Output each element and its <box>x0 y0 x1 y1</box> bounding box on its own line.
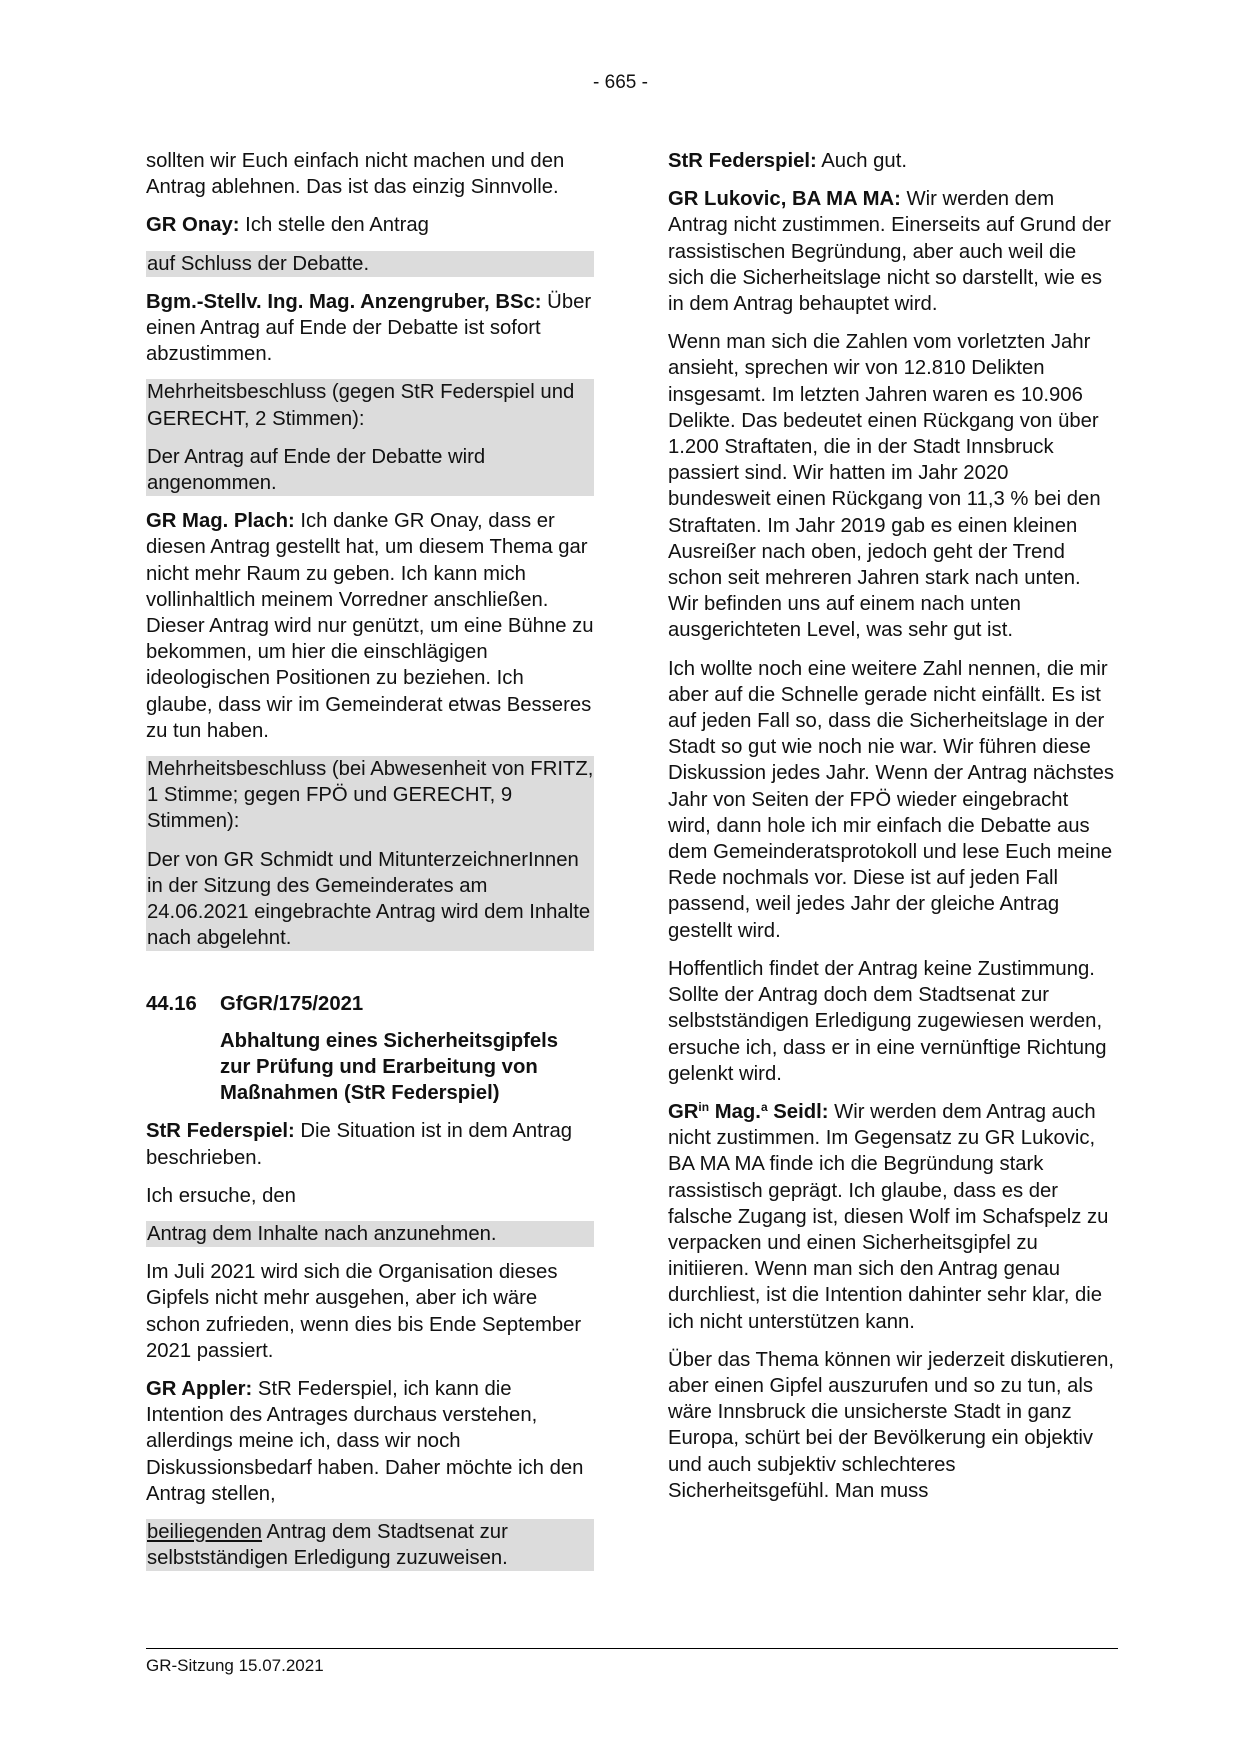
speaker-name: GR Onay: <box>146 214 240 237</box>
speech-paragraph: GR Onay: Ich stelle den Antrag <box>146 214 429 237</box>
motion-box: auf Schluss der Debatte. <box>146 251 594 277</box>
paragraph: Im Juli 2021 wird sich die Organisation dieses Gipfels nicht mehr ausgehen, aber ich wäre schon zufrieden, wenn dies bis Ende September 2021 passiert. <box>146 1261 582 1362</box>
speaker-name: GR Lukovic, BA MA MA: <box>668 188 901 211</box>
paragraph: sollten wir Euch einfach nicht machen und den Antrag ablehnen. Das ist das einzig Sinnvolle. <box>146 150 565 199</box>
paragraph: Ich wollte noch eine weitere Zahl nennen, die mir aber auf die Schnelle gerade nicht einfällt. Es ist auf jeden Fall so, dass die Sicherheitslage in der Stadt so gut wie noch nie war. Wir führen diese Diskussion jedes Jahr. Wenn der Antrag nächstes Jahr von Seiten der FPÖ wieder eingebracht wird, dann hole ich mir einfach die Debatte aus dem Gemeinderatsprotokoll und lese Euch meine Rede nochmals vor. Diese ist auf jeden Fall passend, weil jedes Jahr der gleiche Antrag gestellt wird. <box>668 657 1115 942</box>
speech-paragraph: GR Mag. Plach: Ich danke GR Onay, dass er diesen Antrag gestellt hat, um diesem Thema gar nicht mehr Raum zu geben. Ich kann mich vollinhaltlich meinem Vorredner anschließen. Dieser Antrag wird nur genützt, um eine Bühne zu bekommen, um hier die einschlägigen ideologischen Positionen zu beziehen. Ich glaube, dass wir im Gemeinderat etwas Besseres zu tun haben. <box>146 510 594 742</box>
footer-text: GR-Sitzung 15.07.2021 <box>146 1656 324 1675</box>
speech-paragraph: $GR^{in}$ Mag.$^a$ Seidl: Wir werden dem Antrag auch nicht zustimmen. Im Gegensatz zu GR Lukovic, BA MA MA finde ich die Begründung stark rassistisch geprägt. Ich glaube, dass es der falsche Zugang ist, diesen Wolf im Schafspelz zu verpacken und einen Sicherheitsgipfel zu initiieren. Wenn man sich den Antrag genau durchliest, ist die Intention dahinter sehr klar, die ich nicht unterstützen kann. <box>668 1099 1109 1333</box>
agenda-item-title: Abhaltung eines Sicherheitsgipfels zur Prüfung und Erarbeitung von Maßnahmen (StR Federspiel) <box>220 1029 559 1105</box>
speaker-name: GR Appler: <box>146 1377 253 1400</box>
page-number: - 665 - <box>593 72 648 93</box>
paragraph: Hoffentlich findet der Antrag keine Zustimmung. Sollte der Antrag doch dem Stadtsenat zur selbstständigen Erledigung zugewiesen werden, ersuche ich, dass er in eine vernünftige Richtung gelenkt wird. <box>668 957 1107 1085</box>
motion-box: Antrag dem Inhalte nach anzunehmen. <box>146 1221 594 1247</box>
agenda-item-number: 44.16 <box>146 993 197 1016</box>
resolution-box: Mehrheitsbeschluss (gegen StR Federspiel und GERECHT, 2 Stimmen): <box>146 379 594 443</box>
speech-paragraph: StR Federspiel: Auch gut. <box>668 150 907 172</box>
speech-paragraph: GR Appler: StR Federspiel, ich kann die Intention des Antrages durchaus verstehen, allerdings meine ich, dass wir noch Diskussionsbedarf haben. Daher möchte ich den Antrag stellen, <box>146 1377 584 1505</box>
speaker-name: Bgm.-Stellv. Ing. Mag. Anzengruber, BSc: <box>146 290 542 313</box>
speech-paragraph: GR Lukovic, BA MA MA: Wir werden dem Antrag nicht zustimmen. Einerseits auf Grund der rassistischen Begründung, aber auch weil die sich die Sicherheitslage nicht so darstellt, wie es in dem Antrag behauptet wird. <box>668 188 1112 316</box>
resolution-box: Der Antrag auf Ende der Debatte wird angenommen. <box>146 444 594 496</box>
speaker-name: StR Federspiel: <box>668 150 817 172</box>
speaker-name: StR Federspiel: <box>146 1120 295 1143</box>
left-column <box>146 148 594 1583</box>
paragraph: Über das Thema können wir jederzeit diskutieren, aber einen Gipfel auszurufen und so zu tun, als wäre Innsbruck die unsicherste Stadt in ganz Europa, schürt bei der Bevölkerung ein objektiv und auch subjektiv schlechteres Sicherheitsgefühl. Man muss <box>668 1348 1115 1502</box>
paragraph: Wenn man sich die Zahlen vom vorletzten Jahr ansieht, sprechen wir von 12.810 Delikten insgesamt. Im letzten Jahren waren es 10.906 Delikte. Das bedeutet einen Rückgang von über 1.200 Straftaten, die in der Stadt Innsbruck passiert sind. Wir hatten im Jahr 2020 bundesweit einen Rückgang von 11,3 % bei den Straftaten. Im Jahr 2019 gab es einen kleinen Ausreißer nach oben, jedoch geht der Trend schon seit mehreren Jahren stark nach unten. Wir befinden uns auf einem nach unten ausgerichteten Level, was sehr gut ist. <box>668 331 1101 642</box>
right-column <box>668 148 1116 1516</box>
footer-divider <box>146 1648 1118 1649</box>
resolution-box: Der von GR Schmidt und MitunterzeichnerInnen in der Sitzung des Gemeinderates am 24.06.2021 eingebrachte Antrag wird dem Inhalte nach abgelehnt. <box>146 847 594 952</box>
motion-box: beiliegenden Antrag dem Stadtsenat zur selbstständigen Erledigung zuzuweisen. <box>146 1519 594 1571</box>
resolution-box: Mehrheitsbeschluss (bei Abwesenheit von FRITZ, 1 Stimme; gegen FPÖ und GERECHT, 9 Stimmen): <box>146 756 594 847</box>
speech-paragraph: StR Federspiel: Die Situation ist in dem Antrag beschrieben. <box>146 1120 573 1169</box>
agenda-item-code: GfGR/175/2021 <box>220 993 364 1016</box>
speech-paragraph: Bgm.-Stellv. Ing. Mag. Anzengruber, BSc: Über einen Antrag auf Ende der Debatte ist sofort abzustimmen. <box>146 290 592 366</box>
paragraph: Ich ersuche, den <box>146 1184 296 1207</box>
agenda-item-heading <box>146 991 594 1017</box>
speaker-name: $GR^{in}$ Mag.$^a$ Seidl: <box>668 1099 829 1123</box>
speaker-name: GR Mag. Plach: <box>146 510 295 533</box>
